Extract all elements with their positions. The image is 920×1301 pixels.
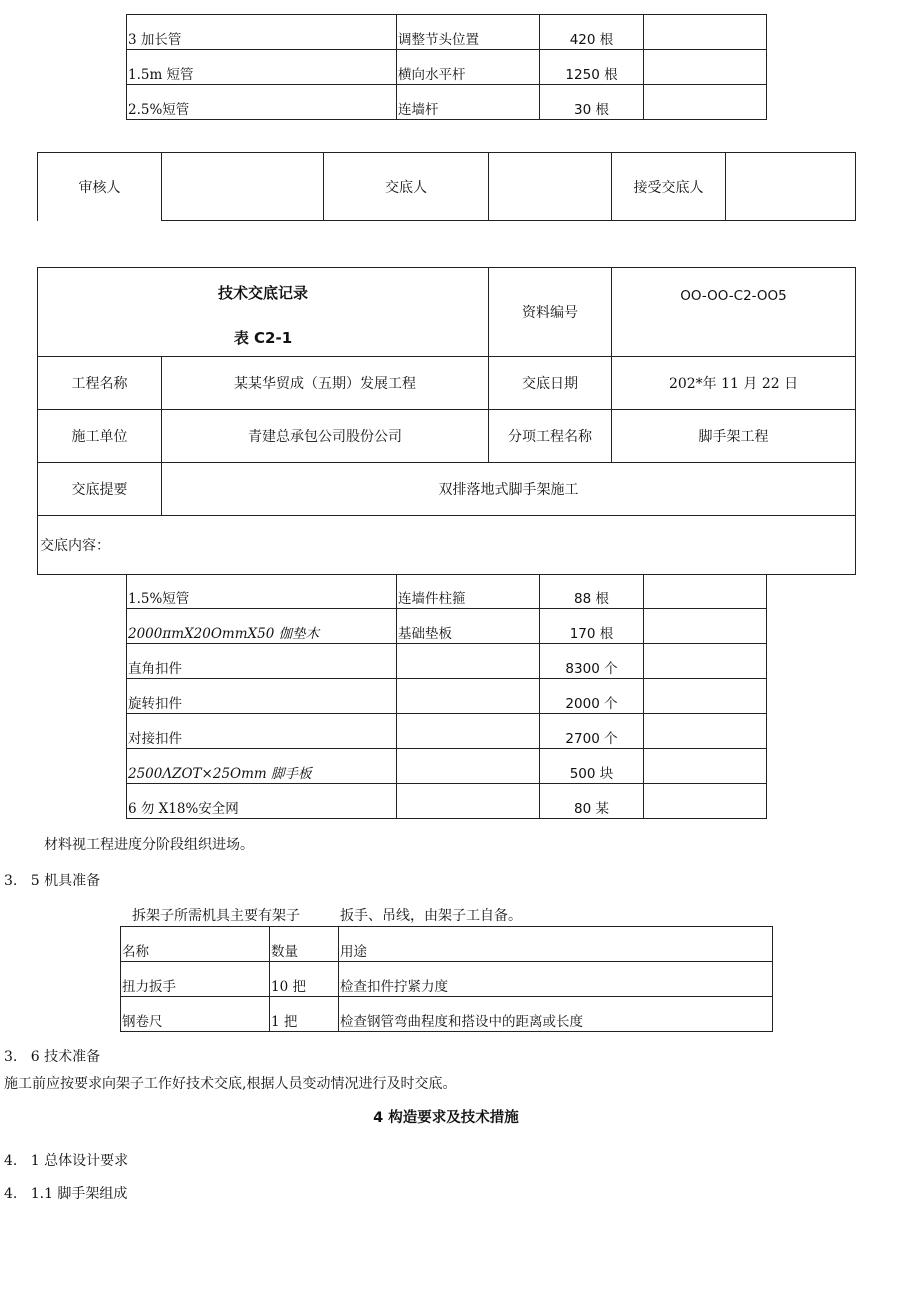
table-row — [127, 15, 767, 50]
material-use — [397, 679, 540, 714]
doc-number-label: 资料编号 — [489, 268, 612, 357]
disclosure-record-table — [37, 267, 856, 575]
tools-intro-right: 扳手、吊线，由架子工自备。 — [340, 908, 522, 924]
receiver-label: 接受交底人 — [612, 153, 726, 221]
material-qty: 500 块 — [540, 749, 644, 784]
material-note — [644, 50, 767, 85]
material-name: 直角扣件 — [127, 644, 397, 679]
table-row — [127, 784, 767, 819]
table-row — [127, 679, 767, 714]
record-title-cell — [38, 268, 489, 357]
record-title: 技术交底记录 — [218, 284, 309, 302]
section-3-5-heading: 3. 5 机具准备 — [4, 873, 101, 889]
material-note — [644, 644, 767, 679]
tool-name: 钢卷尺 — [121, 997, 270, 1032]
material-qty: 420 根 — [540, 15, 644, 50]
reviewer-label: 审核人 — [38, 153, 162, 221]
material-name: 2500ΛZOT×25Omm 脚手板 — [127, 749, 397, 784]
table-row — [127, 609, 767, 644]
disclosure-summary: 双排落地式脚手架施工 — [162, 463, 856, 516]
table-row — [127, 644, 767, 679]
material-use: 调整节头位置 — [397, 15, 540, 50]
material-qty: 30 根 — [540, 85, 644, 120]
tool-name: 扭力扳手 — [121, 962, 270, 997]
tool-qty: 10 把 — [270, 962, 339, 997]
material-name: 旋转扣件 — [127, 679, 397, 714]
top-materials-table — [126, 14, 767, 120]
signature-table — [37, 152, 856, 221]
material-name: 1.5%短管 — [127, 574, 397, 609]
tools-header-qty: 数量 — [270, 927, 339, 962]
material-use — [397, 644, 540, 679]
material-qty: 8300 个 — [540, 644, 644, 679]
discloser-signature — [489, 153, 612, 221]
table-row — [121, 997, 773, 1032]
material-note — [644, 749, 767, 784]
materials-table — [126, 574, 767, 819]
tool-use: 检查扣件拧紧力度 — [339, 962, 773, 997]
material-note — [644, 609, 767, 644]
material-name: 2000πmX20OmmX50 伽垫木 — [127, 609, 397, 644]
disclosure-date: 202*年 11 月 22 日 — [612, 357, 856, 410]
summary-label: 交底提要 — [38, 463, 162, 516]
material-name: 3 加长管 — [127, 15, 397, 50]
material-note — [644, 15, 767, 50]
material-qty: 1250 根 — [540, 50, 644, 85]
table-row — [127, 50, 767, 85]
form-number: 表 C2-1 — [233, 329, 293, 347]
material-note: 材料视工程进度分阶段组织进场。 — [44, 837, 254, 853]
table-row — [127, 85, 767, 120]
subitem-name: 脚手架工程 — [612, 410, 856, 463]
section-4-1-1-heading: 4. 1.1 脚手架组成 — [4, 1186, 128, 1202]
material-note — [644, 714, 767, 749]
tools-header-name: 名称 — [121, 927, 270, 962]
date-label: 交底日期 — [489, 357, 612, 410]
project-name-label: 工程名称 — [38, 357, 162, 410]
section-3-6-heading: 3. 6 技术准备 — [4, 1049, 101, 1065]
table-header-row — [121, 927, 773, 962]
material-name: 6 勿 X18%安全网 — [127, 784, 397, 819]
material-qty: 88 根 — [540, 574, 644, 609]
table-row — [127, 749, 767, 784]
material-note — [644, 85, 767, 120]
tools-header-use: 用途 — [339, 927, 773, 962]
table-row — [121, 962, 773, 997]
material-name: 2.5%短管 — [127, 85, 397, 120]
material-qty: 170 根 — [540, 609, 644, 644]
material-qty: 2700 个 — [540, 714, 644, 749]
material-qty: 2000 个 — [540, 679, 644, 714]
tools-table — [120, 926, 773, 1032]
technical-preparation-text: 施工前应按要求向架子工作好技术交底,根据人员变动情况进行及时交底。 — [4, 1076, 457, 1092]
tool-use: 检查钢管弯曲程度和搭设中的距离或长度 — [339, 997, 773, 1032]
disclosure-content-label: 交底内容： — [38, 516, 856, 575]
tools-intro-left: 拆架子所需机具主要有架子 — [132, 908, 300, 924]
table-row — [127, 714, 767, 749]
reviewer-signature — [162, 153, 324, 221]
subitem-label: 分项工程名称 — [489, 410, 612, 463]
contractor-label: 施工单位 — [38, 410, 162, 463]
contractor-name: 青建总承包公司股份公司 — [162, 410, 489, 463]
material-note — [644, 784, 767, 819]
material-note — [644, 574, 767, 609]
material-note — [644, 679, 767, 714]
receiver-signature — [726, 153, 856, 221]
project-name: 某某华贸成（五期）发展工程 — [162, 357, 489, 410]
material-use — [397, 749, 540, 784]
material-use: 基础垫板 — [397, 609, 540, 644]
material-use: 横向水平杆 — [397, 50, 540, 85]
material-use — [397, 714, 540, 749]
material-use: 连墙件柱箍 — [397, 574, 540, 609]
section-4-1-heading: 4. 1 总体设计要求 — [4, 1153, 129, 1169]
material-name: 对接扣件 — [127, 714, 397, 749]
table-row — [127, 574, 767, 609]
tool-qty: 1 把 — [270, 997, 339, 1032]
discloser-label: 交底人 — [324, 153, 489, 221]
chapter-4-heading: 4 构造要求及技术措施 — [373, 1110, 519, 1126]
material-name: 1.5m 短管 — [127, 50, 397, 85]
doc-number: OO-OO-C2-OO5 — [612, 268, 856, 357]
material-qty: 80 某 — [540, 784, 644, 819]
material-use: 连墙杆 — [397, 85, 540, 120]
material-use — [397, 784, 540, 819]
